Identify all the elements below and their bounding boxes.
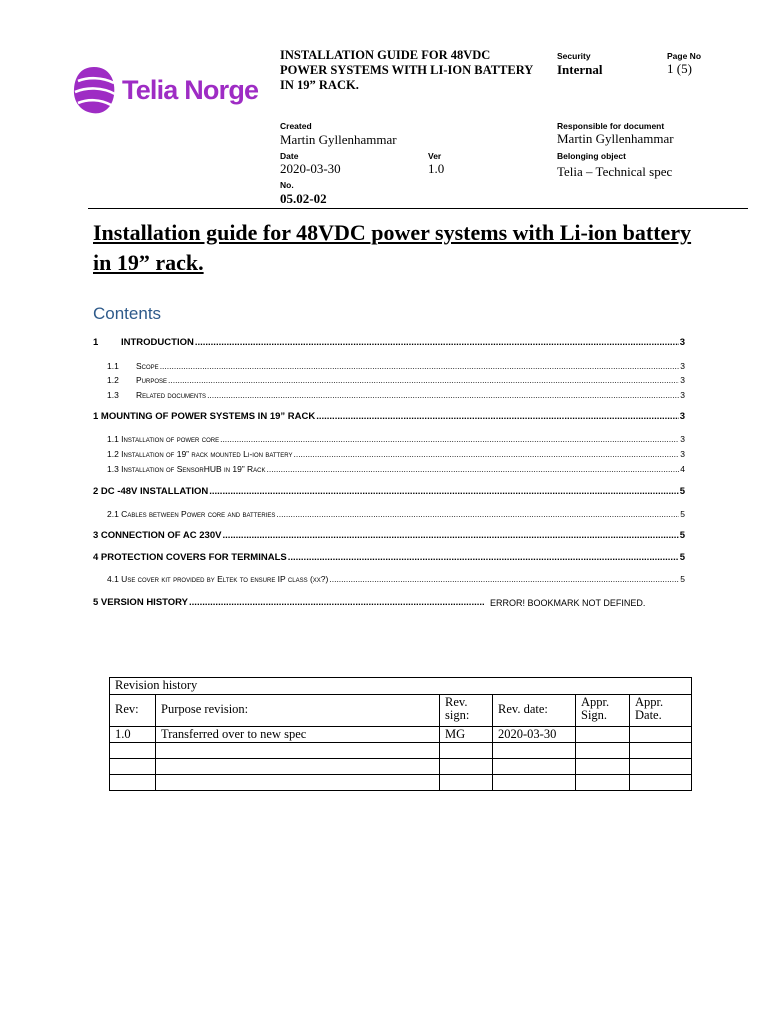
header-title: INSTALLATION GUIDE FOR 48VDC POWER SYSTEMS WITH LI-ION BATTERY IN 19” RACK. bbox=[280, 48, 533, 92]
table-row bbox=[110, 743, 692, 759]
revision-caption-row bbox=[110, 678, 692, 695]
toc-leader-dots bbox=[220, 434, 679, 444]
revision-header-row bbox=[110, 695, 692, 727]
toc-entry-text: 4 PROTECTION COVERS FOR TERMINALS bbox=[93, 552, 287, 563]
page-no-label: Page No bbox=[667, 51, 702, 61]
created-value: Martin Gyllenhammar bbox=[280, 132, 397, 147]
toc-entry-number: 1.2 bbox=[107, 375, 119, 385]
toc-entry-text: Scope bbox=[136, 361, 159, 371]
toc-entry-page: 3 bbox=[680, 434, 685, 444]
toc-entry-introduction[interactable] bbox=[93, 337, 685, 348]
row-cell bbox=[630, 727, 692, 743]
belonging-label: Belonging object bbox=[557, 151, 626, 161]
ver-value: 1.0 bbox=[428, 161, 445, 176]
responsible-label: Responsible for document bbox=[557, 121, 665, 131]
toc-leader-dots bbox=[207, 390, 679, 400]
row-cell bbox=[156, 743, 440, 759]
row-cell bbox=[630, 759, 692, 775]
header-divider bbox=[88, 208, 748, 209]
toc-leader-dots bbox=[276, 509, 679, 519]
toc-entry-page: 5 bbox=[679, 552, 685, 563]
row-cell bbox=[576, 727, 630, 743]
document-title: Installation guide for 48VDC power systems with Li-ion battery in 19” rack. bbox=[93, 220, 692, 275]
toc-entry-power-core[interactable] bbox=[107, 434, 685, 444]
row-cell: 1.0 bbox=[110, 727, 156, 743]
belonging-value: Telia – Technical spec bbox=[557, 164, 673, 179]
toc-entry-text: 1.3 Installation of SensorHUB in 19” Rack bbox=[107, 464, 266, 474]
header-rev-sign: Rev. sign: bbox=[440, 695, 493, 727]
row-cell bbox=[630, 775, 692, 791]
toc-entry-cover-kit[interactable] bbox=[107, 574, 685, 584]
security-value: Internal bbox=[557, 62, 603, 77]
row-cell bbox=[576, 775, 630, 791]
header-appr-date: Appr. Date. bbox=[630, 695, 692, 727]
header-purpose: Purpose revision: bbox=[156, 695, 440, 727]
header-rev-date: Rev. date: bbox=[493, 695, 576, 727]
toc-entry-number: 1.3 bbox=[107, 390, 119, 400]
toc-leader-dots bbox=[316, 411, 678, 422]
row-cell bbox=[576, 743, 630, 759]
toc-entry-number: 1 bbox=[93, 337, 99, 348]
row-cell bbox=[440, 759, 493, 775]
toc-entry-text: Purpose bbox=[136, 375, 168, 385]
table-row bbox=[110, 727, 692, 743]
toc-entry-purpose[interactable] bbox=[107, 375, 685, 385]
table-row bbox=[110, 759, 692, 775]
toc-bookmark-error: ERROR! BOOKMARK NOT DEFINED. bbox=[490, 598, 646, 608]
toc-entry-protection-covers[interactable] bbox=[93, 552, 685, 563]
row-cell bbox=[493, 743, 576, 759]
row-cell bbox=[110, 759, 156, 775]
row-cell bbox=[493, 759, 576, 775]
toc-entry-page: 3 bbox=[679, 411, 685, 422]
toc-leader-dots bbox=[293, 449, 679, 459]
toc-entry-scope[interactable] bbox=[107, 361, 685, 371]
toc-entry-page: 3 bbox=[680, 375, 685, 385]
row-cell: MG bbox=[440, 727, 493, 743]
toc-entry-text: INTRODUCTION bbox=[121, 337, 194, 348]
toc-entry-text: 1 MOUNTING OF POWER SYSTEMS IN 19” RACK bbox=[93, 411, 316, 422]
row-cell bbox=[630, 743, 692, 759]
logo-wordmark: Telia Norge bbox=[122, 75, 259, 105]
table-row bbox=[110, 775, 692, 791]
date-value: 2020-03-30 bbox=[280, 161, 341, 176]
header-rev: Rev: bbox=[110, 695, 156, 727]
header-appr-sign: Appr. Sign. bbox=[576, 695, 630, 727]
telia-pebble-icon bbox=[70, 63, 118, 117]
toc-leader-dots bbox=[209, 486, 678, 497]
toc-entry-text: 2.1 Cables between Power core and batteries bbox=[107, 509, 276, 519]
toc-leader-dots bbox=[168, 375, 679, 385]
toc-entry-page: 3 bbox=[680, 361, 685, 371]
row-cell bbox=[440, 743, 493, 759]
toc-entry-number: 1.1 bbox=[107, 361, 119, 371]
row-cell bbox=[156, 775, 440, 791]
toc-entry-mounting[interactable] bbox=[93, 411, 685, 422]
row-cell bbox=[440, 775, 493, 791]
toc-entry-dc-installation[interactable] bbox=[93, 486, 685, 497]
toc-entry-page: 5 bbox=[680, 509, 685, 519]
doc-no-value: 05.02-02 bbox=[280, 191, 327, 206]
row-cell bbox=[156, 759, 440, 775]
toc-entry-text: 5 VERSION HISTORY bbox=[93, 597, 189, 608]
toc-entry-text: Related documents bbox=[136, 390, 207, 400]
row-cell bbox=[110, 743, 156, 759]
doc-no-label: No. bbox=[280, 180, 294, 190]
toc-entry-page: 3 bbox=[680, 390, 685, 400]
toc-entry-text: 1.1 Installation of power core bbox=[107, 434, 220, 444]
toc-leader-dots bbox=[160, 361, 680, 371]
toc-entry-page: 3 bbox=[679, 337, 685, 348]
created-label: Created bbox=[280, 121, 312, 131]
row-cell bbox=[110, 775, 156, 791]
revision-history-table bbox=[109, 677, 692, 791]
row-cell: Transferred over to new spec bbox=[156, 727, 440, 743]
row-cell bbox=[493, 775, 576, 791]
row-cell bbox=[576, 759, 630, 775]
toc-entry-ac-connection[interactable] bbox=[93, 530, 685, 541]
revision-caption: Revision history bbox=[110, 678, 692, 695]
telia-logo bbox=[70, 63, 260, 117]
toc-entry-li-ion-battery[interactable] bbox=[107, 449, 685, 459]
toc-entry-text: 1.2 Installation of 19” rack mounted Li-ion battery bbox=[107, 449, 293, 459]
ver-label: Ver bbox=[428, 151, 442, 161]
page-no-value: 1 (5) bbox=[667, 61, 692, 76]
toc-entry-page: 5 bbox=[679, 486, 685, 497]
toc-leader-dots bbox=[329, 574, 679, 584]
toc-leader-dots bbox=[189, 597, 484, 608]
toc-entry-page: 5 bbox=[680, 574, 685, 584]
toc-entry-sensorhub[interactable] bbox=[107, 464, 685, 474]
responsible-value: Martin Gyllenhammar bbox=[557, 131, 674, 146]
toc-leader-dots bbox=[288, 552, 679, 563]
date-label: Date bbox=[280, 151, 299, 161]
row-cell: 2020-03-30 bbox=[493, 727, 576, 743]
toc-entry-text: 3 CONNECTION OF AC 230V bbox=[93, 530, 222, 541]
toc-entry-text: 2 DC -48V INSTALLATION bbox=[93, 486, 209, 497]
toc-heading: Contents bbox=[93, 304, 162, 323]
toc-leader-dots bbox=[195, 337, 679, 348]
toc-leader-dots bbox=[267, 464, 680, 474]
toc-entry-page: 5 bbox=[679, 530, 685, 541]
toc-entry-related-documents[interactable] bbox=[107, 390, 685, 400]
toc-leader-dots bbox=[222, 530, 678, 541]
toc-entry-version-history[interactable] bbox=[93, 597, 485, 608]
toc-entry-text: 4.1 Use cover kit provided by Eltek to ensure IP class (xx?) bbox=[107, 574, 329, 584]
toc-entry-page: 3 bbox=[680, 449, 685, 459]
toc-entry-cables[interactable] bbox=[107, 509, 685, 519]
security-label: Security bbox=[557, 51, 591, 61]
toc-entry-page: 4 bbox=[680, 464, 685, 474]
